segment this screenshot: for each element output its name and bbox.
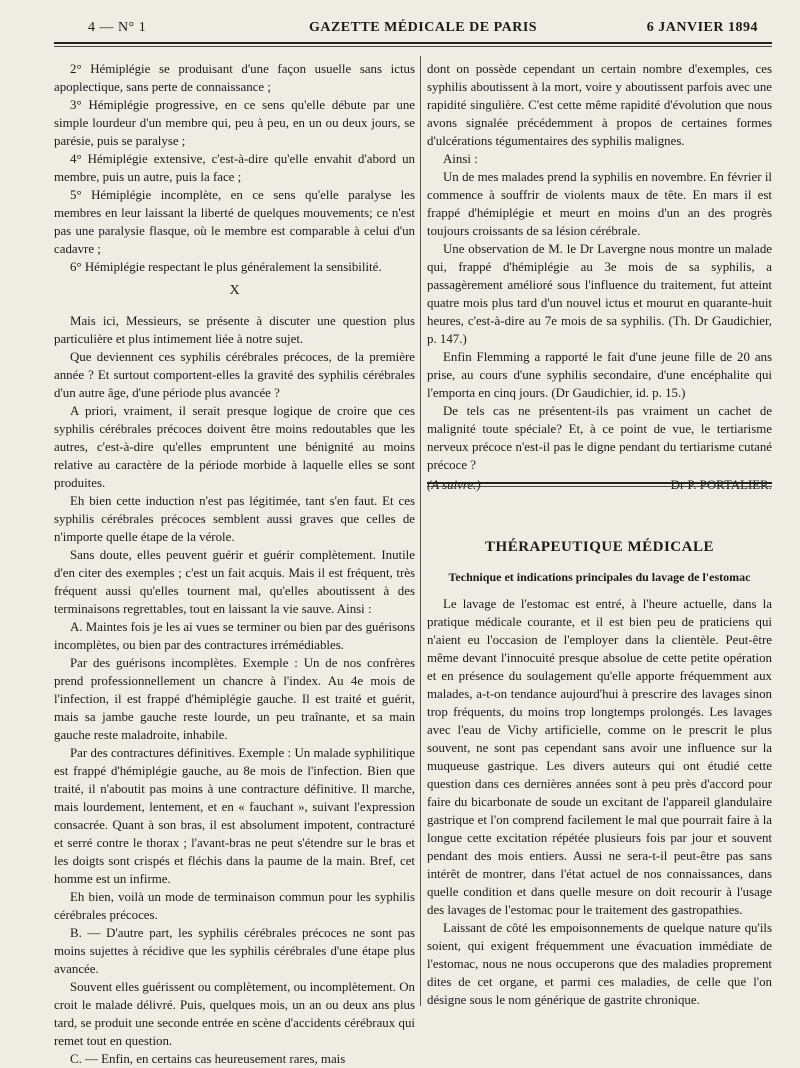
paragraph: B. — D'autre part, les syphilis cérébrales précoces ne sont pas moins sujettes à récidive que les syphilis cérébrales d'une étape plus avancée. (54, 926, 415, 976)
paragraph: Sans doute, elles peuvent guérir et guérir complètement. Inutile d'en citer des exemples ; c'est un fait acquis. Mais il est fréquent, très fréquent aussi qu'elles tournent mal, qu'elles aboutissent à des terminaisons regrettables, tout en laissant la vie sauve. Ainsi : (54, 548, 415, 616)
paragraph: Enfin Flemming a rapporté le fait d'une jeune fille de 20 ans prise, au cours d'une syphilis secondaire, d'une encéphalite qui l'emporta en cinq jours. (Dr Gaudichier, id. p. 15.) (427, 350, 772, 400)
section-title: THÉRAPEUTIQUE MÉDICALE (485, 539, 714, 555)
header-rule (54, 42, 772, 44)
article-signature-line (427, 476, 772, 494)
paragraph: 3° Hémiplégie progressive, en ce sens qu'elle débute par une simple lourdeur d'un membre qui, peu à peu, en un ou deux jours, se parésie, puis se paralyse ; (54, 98, 415, 148)
paragraph: Par des guérisons incomplètes. Exemple : Un de nos confrères prend professionnellement un chancre à l'index. Au 4e mois de l'infection, il est frappé d'hémiplégie gauche. Il est traité et guérit, mais sa jambe gauche reste lourde, un peu traînante, et sa main gauche reste maladroite, inhabile. (54, 656, 415, 742)
spacer (427, 494, 772, 516)
paragraph: dont on possède cependant un certain nombre d'exemples, ces syphilis aboutissent à la mort, voire y aboutissent parfois avec une rapidité singulière. C'est cette même rapidité d'évolution que nous avons signalée précédemment à propos de certaines formes d'ulcérations tégumentaires des syphilis malignes. (427, 62, 772, 148)
left-column (54, 60, 415, 1068)
paragraph: Le lavage de l'estomac est entré, à l'heure actuelle, dans la pratique médicale courante, et il est bien peu de praticiens qui n'aient eu l'occasion de l'employer dans la clientèle. Peut-être même devant l'innocuité presque absolue de cette petite opération et en présence du soulagement qu'elle apporte fréquemment aux malades, a-t-on tendance aujourd'hui à prescrire des lavages sinon trop fréquents, du moins trop longtemps prolongés. Les lavages avec l'eau de Vichy artificielle, comme on le prescrit le plus souvent, ne sont pas cependant sans avoir une influence sur la muqueuse gastrique. Les divers auteurs qui ont étudié cette question dans ces dernières années sont à peu près d'accord pour faire du bicarbonate de soude un excitant de l'appareil glandulaire gastrique et l'on comprend facilement le mal que pourrait faire à la longue cette excitation répétée plusieurs fois par jour et souvent pendant des mois entiers. Aussi ne sera-t-il peut-être pas sans intérêt de montrer, dans l'état actuel de nos connaissances, dans quelle condition et dans quelle mesure on doit recourir à l'usage des lavages de l'estomac pour le traitement des gastropathies. (427, 597, 772, 917)
paragraph: A priori, vraiment, il serait presque logique de croire que ces syphilis cérébrales précoces doivent être moins redoutables que les autres, c'est-à-dire qu'elles empruntent une bénignité au moins relative au caractère de la période morbide à laquelle elles se sont produites. (54, 404, 415, 490)
header-rule-thin (54, 46, 772, 47)
section-numeral: X (229, 283, 240, 298)
journal-title: GAZETTE MÉDICALE DE PARIS (308, 20, 538, 35)
author-signature: Dr P. PORTALIER. (670, 478, 772, 492)
paragraph: 6° Hémiplégie respectant le plus généralement la sensibilité. (70, 260, 382, 274)
paragraph: 4° Hémiplégie extensive, c'est-à-dire qu'elle envahit d'abord un membre, puis un autre, puis la face ; (54, 152, 415, 184)
paragraph: Un de mes malades prend la syphilis en novembre. En février il commence à souffrir de violents maux de tête. En mars il est frappé d'hémiplégie et meurt en moins d'un an des progrès toujours croissants de sa lésion cérébrale. (427, 170, 772, 238)
paragraph: Que deviennent ces syphilis cérébrales précoces, de la première année ? Et surtout comportent-elles la gravité des syphilis cérébrales d'un autre âge, d'une période plus avancée ? (54, 350, 415, 400)
section-rule-thin (427, 486, 772, 487)
paragraph: Eh bien, voilà un mode de terminaison commun pour les syphilis cérébrales précoces. (54, 890, 415, 922)
page-header (88, 18, 758, 40)
paragraph: Laissant de côté les empoisonnements de quelque nature qu'ils soient, qui exigent fréquemment une évacuation immédiate de l'estomac, nous ne nous occuperons que des maladies proprement dites de cet organe, et parmi ces maladies, de celle que l'on désigne sous le nom générique de gastrite chronique. (427, 921, 772, 1007)
paragraph: 5° Hémiplégie incomplète, en ce sens qu'elle paralyse les membres en leur laissant la liberté de quelques mouvements; ce n'est pas une paralysie flasque, où le membre est comparable à celui d'un cadavre ; (54, 188, 415, 256)
column-divider (420, 56, 421, 1006)
issue-date: 6 JANVIER 1894 (646, 20, 758, 35)
paragraph: De tels cas ne présentent-ils pas vraiment un cachet de malignité toute spéciale? Et, à ce point de vue, le tertiarisme nerveux précoce n'est-il pas le digne pendant du tertiarisme cutané précoce ? (427, 404, 772, 472)
paragraph: Souvent elles guérissent ou complètement, ou incomplètement. On croit le malade délivré. Puis, quelques mois, un an ou deux ans plus tard, se produit une seconde entrée en scène d'accidents cérébraux qui remet tout en question. (54, 980, 415, 1048)
paragraph: Mais ici, Messieurs, se présente à discuter une question plus particulière et plus intimement liée à notre sujet. (54, 314, 415, 346)
section-rule (427, 482, 772, 484)
section-subtitle: Technique et indications principales du lavage de l'estomac (448, 570, 751, 584)
paragraph: C. — Enfin, en certains cas heureusement rares, mais (70, 1052, 346, 1066)
to-be-continued: (A suivre.) (427, 478, 481, 492)
paragraph: 2° Hémiplégie se produisant d'une façon usuelle sans ictus apoplectique, sans perte de connaissance ; (54, 62, 415, 94)
paragraph: A. Maintes fois je les ai vues se terminer ou bien par des guérisons incomplètes, ou bien par des contractures irrémédiables. (54, 620, 415, 652)
paragraph: Eh bien cette induction n'est pas légitimée, tant s'en faut. Et ces syphilis cérébrales précoces semblent aussi graves que celles de n'importe quelle étape de la vérole. (54, 494, 415, 544)
paragraph: Par des contractures définitives. Exemple : Un malade syphilitique est frappé d'hémiplégie gauche, au 8e mois de l'infection. Bien que traité, il n'aboutit pas moins à une contracture définitive. Il marche, mais lourdement, lentement, et en « fauchant », suivant l'expression consacrée. Quant à son bras, il est absolument impotent, contracturé et serré contre le thorax ; l'avant-bras ne peut s'étendre sur le bras et les doigts sont crispés et fléchis dans la paume de la main. Bref, cet homme est un infirme. (54, 746, 415, 886)
paragraph: Ainsi : (443, 152, 478, 166)
paragraph: Une observation de M. le Dr Lavergne nous montre un malade qui, frappé d'hémiplégie au 3e mois de sa syphilis, a passagèrement amélioré sous l'influence du traitement, fut atteint quatre mois plus tard d'un nouvel ictus et mourut en quarante-huit heures, c'est-à-dire au 7e mois de sa syphilis. (Th. Dr Gaudichier, p. 147.) (427, 242, 772, 346)
right-column (427, 60, 772, 1009)
page-number: 4 — N° 1 (88, 20, 147, 35)
